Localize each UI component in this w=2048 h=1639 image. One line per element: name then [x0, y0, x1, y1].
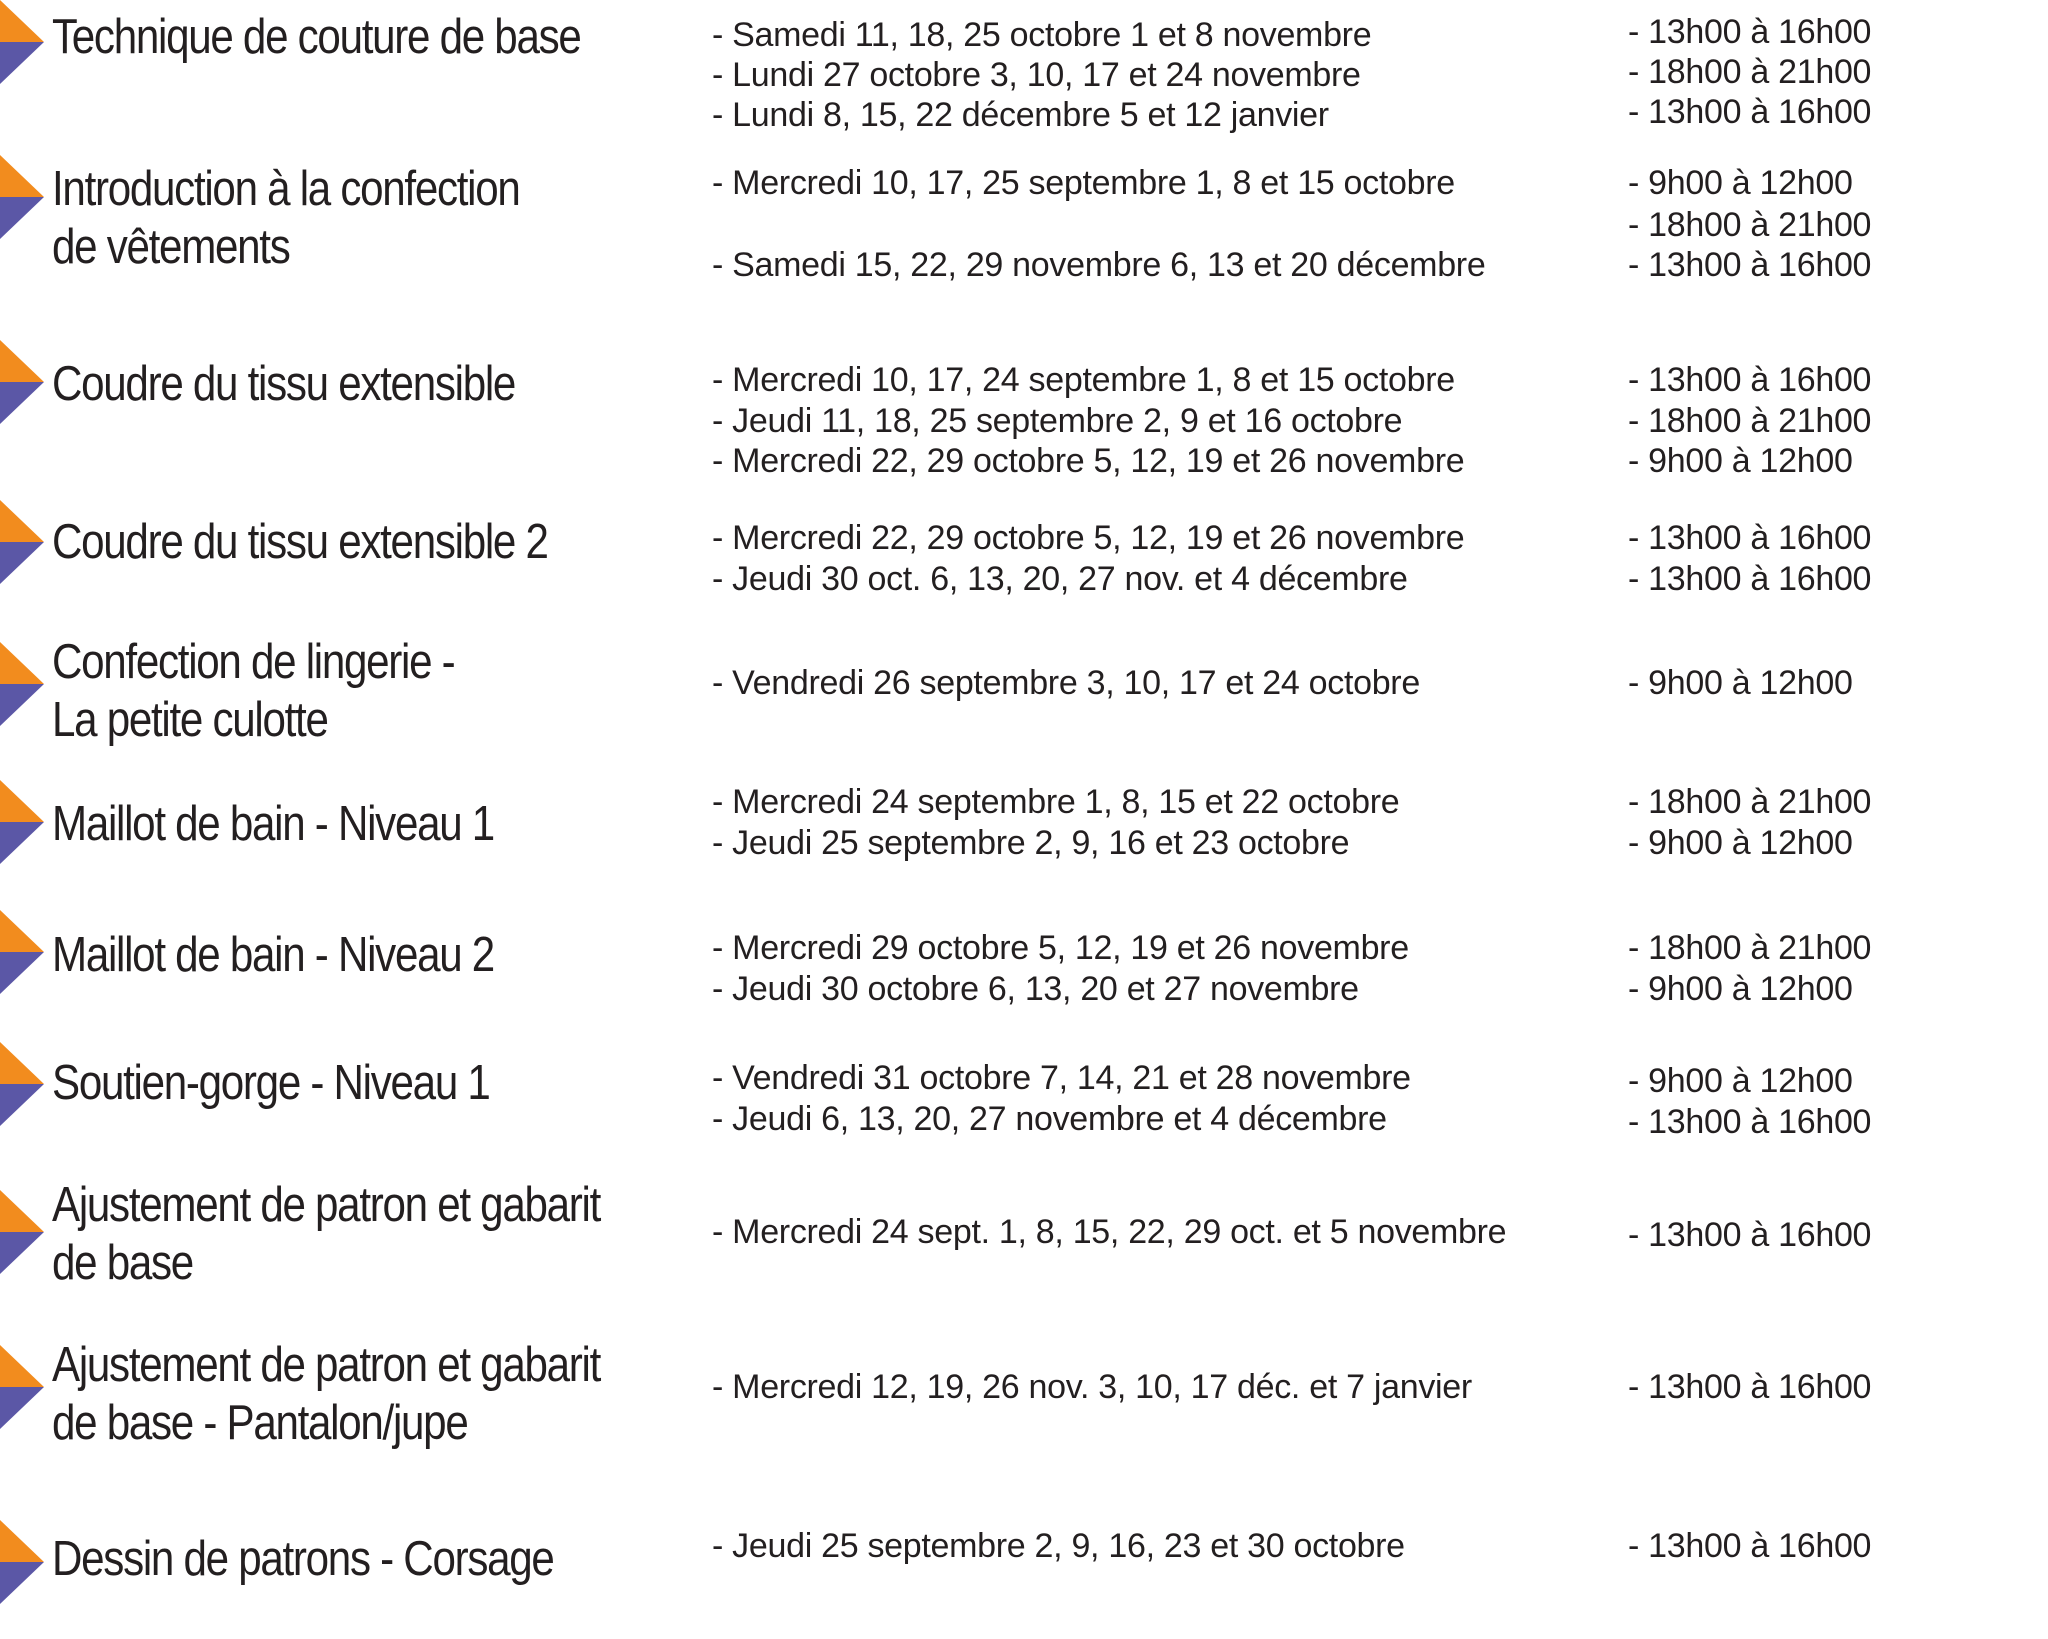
session-dates: - Vendredi 26 septembre 3, 10, 17 et 24 octobre	[712, 664, 1420, 702]
course-title: Ajustement de patron et gabarit	[52, 1338, 600, 1392]
session-time: - 9h00 à 12h00	[1628, 664, 1853, 702]
course-title: Dessin de patrons - Corsage	[52, 1532, 554, 1586]
session-dates: - Lundi 8, 15, 22 décembre 5 et 12 janvier	[712, 96, 1329, 134]
session-time: - 13h00 à 16h00	[1628, 93, 1872, 131]
orange-purple-triangle-icon	[0, 1520, 44, 1604]
orange-purple-triangle-icon	[0, 780, 44, 864]
session-dates: - Mercredi 22, 29 octobre 5, 12, 19 et 26 novembre	[712, 519, 1465, 557]
orange-purple-triangle-icon	[0, 0, 44, 84]
course-title: Ajustement de patron et gabarit	[52, 1178, 600, 1232]
orange-purple-triangle-icon	[0, 642, 44, 726]
session-time: - 9h00 à 12h00	[1628, 164, 1853, 202]
session-dates: - Jeudi 11, 18, 25 septembre 2, 9 et 16 octobre	[712, 402, 1403, 440]
orange-purple-triangle-icon	[0, 1042, 44, 1126]
session-dates: - Samedi 11, 18, 25 octobre 1 et 8 novembre	[712, 16, 1372, 54]
course-title: Confection de lingerie -	[52, 635, 455, 689]
course-title: Maillot de bain - Niveau 2	[52, 928, 494, 982]
course-title: Coudre du tissu extensible 2	[52, 515, 548, 569]
session-time: - 9h00 à 12h00	[1628, 1062, 1853, 1100]
course-title: de vêtements	[52, 220, 290, 274]
session-dates: - Mercredi 29 octobre 5, 12, 19 et 26 novembre	[712, 929, 1409, 967]
session-dates: - Mercredi 12, 19, 26 nov. 3, 10, 17 déc. et 7 janvier	[712, 1368, 1472, 1406]
session-time: - 13h00 à 16h00	[1628, 1368, 1872, 1406]
session-dates: - Mercredi 10, 17, 25 septembre 1, 8 et 15 octobre	[712, 164, 1455, 202]
course-title: Maillot de bain - Niveau 1	[52, 797, 494, 851]
session-time: - 13h00 à 16h00	[1628, 246, 1872, 284]
session-time: - 9h00 à 12h00	[1628, 442, 1853, 480]
course-title: Introduction à la confection	[52, 162, 520, 216]
session-time: - 13h00 à 16h00	[1628, 1103, 1872, 1141]
session-dates: - Vendredi 31 octobre 7, 14, 21 et 28 novembre	[712, 1059, 1411, 1097]
orange-purple-triangle-icon	[0, 155, 44, 239]
session-time: - 18h00 à 21h00	[1628, 206, 1872, 244]
session-time: - 9h00 à 12h00	[1628, 824, 1853, 862]
session-dates: - Jeudi 30 oct. 6, 13, 20, 27 nov. et 4 décembre	[712, 560, 1408, 598]
session-time: - 18h00 à 21h00	[1628, 402, 1872, 440]
orange-purple-triangle-icon	[0, 500, 44, 584]
session-dates: - Jeudi 6, 13, 20, 27 novembre et 4 décembre	[712, 1100, 1387, 1138]
session-time: - 13h00 à 16h00	[1628, 1527, 1872, 1565]
session-time: - 13h00 à 16h00	[1628, 13, 1872, 51]
course-title: Soutien-gorge - Niveau 1	[52, 1056, 490, 1110]
session-dates: - Mercredi 10, 17, 24 septembre 1, 8 et 15 octobre	[712, 361, 1455, 399]
session-dates: - Mercredi 22, 29 octobre 5, 12, 19 et 26 novembre	[712, 442, 1465, 480]
orange-purple-triangle-icon	[0, 1345, 44, 1429]
course-title: Technique de couture de base	[52, 10, 581, 64]
session-time: - 13h00 à 16h00	[1628, 519, 1872, 557]
session-time: - 13h00 à 16h00	[1628, 560, 1872, 598]
session-time: - 9h00 à 12h00	[1628, 970, 1853, 1008]
session-time: - 18h00 à 21h00	[1628, 783, 1872, 821]
session-dates: - Jeudi 25 septembre 2, 9, 16, 23 et 30 octobre	[712, 1527, 1405, 1565]
orange-purple-triangle-icon	[0, 1190, 44, 1274]
session-dates: - Jeudi 25 septembre 2, 9, 16 et 23 octobre	[712, 824, 1350, 862]
course-title: de base - Pantalon/jupe	[52, 1396, 468, 1450]
session-dates: - Lundi 27 octobre 3, 10, 17 et 24 novembre	[712, 56, 1361, 94]
orange-purple-triangle-icon	[0, 910, 44, 994]
session-time: - 18h00 à 21h00	[1628, 53, 1872, 91]
session-dates: - Mercredi 24 septembre 1, 8, 15 et 22 octobre	[712, 783, 1400, 821]
course-title: de base	[52, 1236, 193, 1290]
session-dates: - Samedi 15, 22, 29 novembre 6, 13 et 20 décembre	[712, 246, 1486, 284]
session-time: - 13h00 à 16h00	[1628, 1216, 1872, 1254]
session-time: - 13h00 à 16h00	[1628, 361, 1872, 399]
session-dates: - Jeudi 30 octobre 6, 13, 20 et 27 novembre	[712, 970, 1359, 1008]
course-title: Coudre du tissu extensible	[52, 357, 516, 411]
orange-purple-triangle-icon	[0, 340, 44, 424]
session-time: - 18h00 à 21h00	[1628, 929, 1872, 967]
session-dates: - Mercredi 24 sept. 1, 8, 15, 22, 29 oct. et 5 novembre	[712, 1213, 1507, 1251]
course-title: La petite culotte	[52, 693, 328, 747]
